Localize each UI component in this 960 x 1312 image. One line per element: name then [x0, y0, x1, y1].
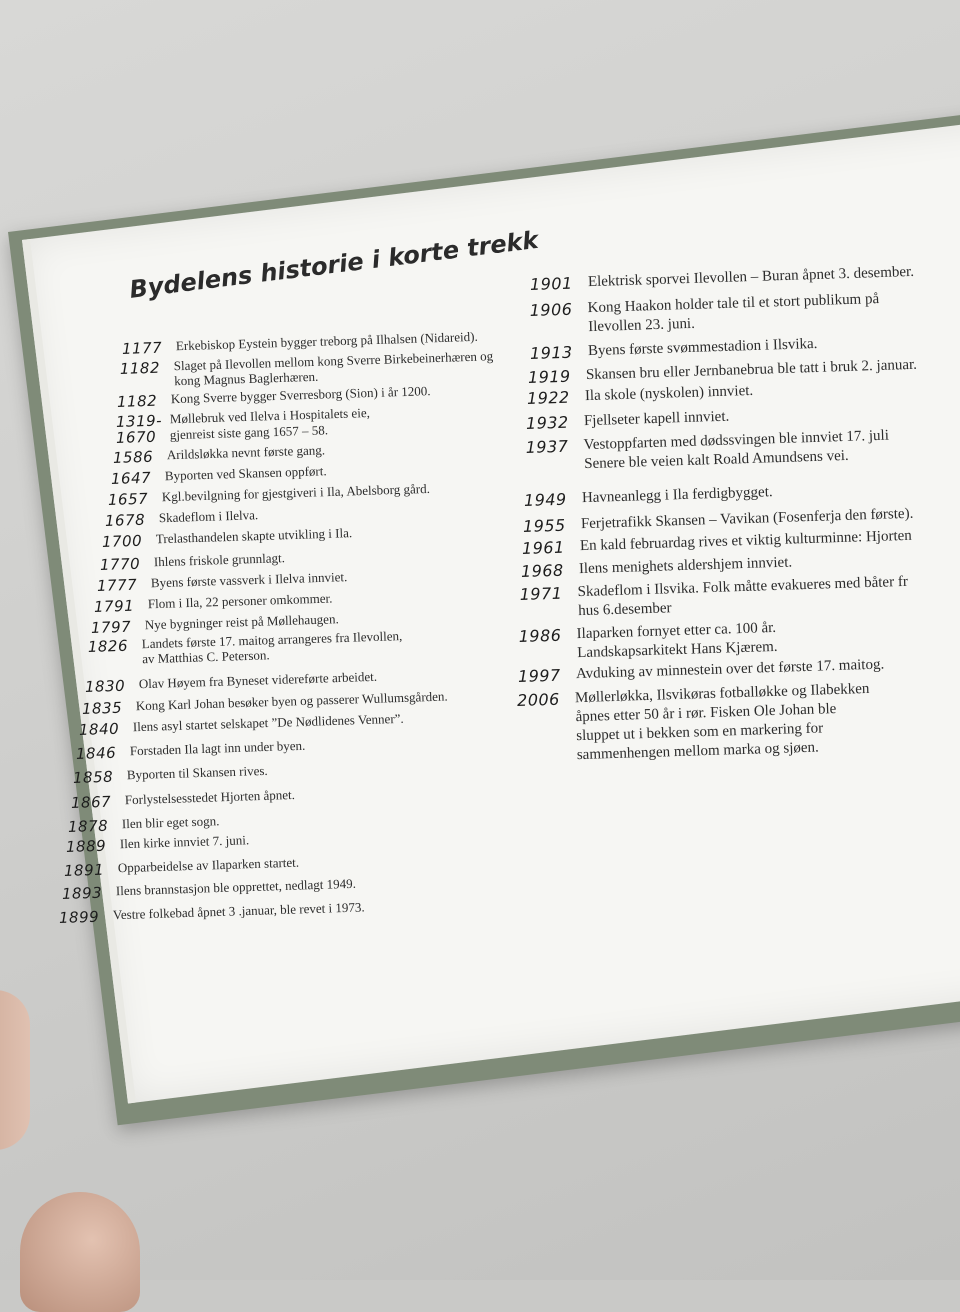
entry-year: 1968	[520, 560, 564, 581]
entry-year: 1846	[75, 743, 117, 763]
entry-line: Opparbeidelse av Ilaparken startet.	[117, 854, 300, 876]
entry-text	[127, 763, 268, 782]
entry-year: 1899	[58, 907, 100, 927]
entry-line: Senere ble veien kalt Roald Amundsens vei.	[584, 447, 849, 473]
entry-year: 2006	[516, 689, 561, 711]
entry-text	[154, 550, 285, 569]
entry-line: Havneanlegg i Ila ferdigbygget.	[581, 484, 773, 507]
page-title: Bydelens historie i korte trekk	[128, 225, 540, 304]
entry-year: 1858	[72, 767, 114, 787]
entry-year: 1700	[101, 531, 143, 551]
entry-year: 1961	[521, 537, 565, 558]
entry-year: 1835	[81, 698, 123, 718]
entry-line: Ilevollen 23. juni.	[588, 315, 696, 336]
entry-year: 1182	[116, 391, 158, 411]
entry-year: 1937	[525, 436, 569, 457]
entry-year: 1791	[93, 596, 135, 616]
entry-year: 1670	[115, 427, 157, 447]
entry-line: Møllerløkka, Ilsvikøras fotballøkke og Ilabekken	[574, 680, 870, 707]
entry-line: Olav Høyem fra Byneset videreførte arbeidet.	[138, 668, 378, 692]
entry-year: 1971	[519, 583, 563, 604]
entry-year: 1830	[84, 676, 126, 696]
entry-line: Kong Haakon holder tale til et stort publikum på	[587, 291, 880, 317]
timeline-entry	[517, 680, 872, 767]
entry-line: Avduking av minnestein over det første 17. maitog.	[575, 656, 885, 683]
entry-line: Landskapsarkitekt Hans Kjærem.	[577, 638, 778, 662]
entry-line: Ilaparken fornyet etter ca. 100 år.	[576, 619, 777, 643]
entry-year: 1889	[65, 836, 107, 856]
entry-line: Byporten til Skansen rives.	[126, 762, 268, 783]
entry-line: Ferjetrafikk Skansen – Vavikan (Fosenferja den første).	[580, 505, 914, 533]
entry-year: 1949	[523, 489, 567, 510]
entry-line: Ihlens friskole grunnlagt.	[153, 550, 286, 570]
entry-year: 1182	[119, 358, 161, 378]
entry-year: 1932	[525, 412, 569, 433]
finger-left	[0, 990, 30, 1150]
entry-line: Forlystelsesstedet Hjorten åpnet.	[124, 786, 296, 808]
entry-text	[122, 813, 220, 831]
entry-line: Nye bygninger reist på Møllehaugen.	[144, 611, 339, 633]
entry-year: 1177	[121, 338, 163, 358]
entry-text	[576, 619, 777, 663]
entry-line: Vestoppfarten med dødssvingen ble innviet 17. juli	[583, 427, 890, 454]
entry-year: 1922	[526, 387, 570, 408]
entry-line: Ilen blir eget sogn.	[121, 813, 220, 832]
entry-line: Slaget på Ilevollen mellom kong Sverre Birkebeinerhæren og	[173, 348, 494, 374]
entry-text	[575, 680, 872, 765]
entry-line: Byporten ved Skansen oppført.	[164, 463, 327, 484]
entry-line: gjenreist siste gang 1657 – 58.	[169, 422, 329, 443]
entry-line: Ilens menighets aldershjem innviet.	[578, 554, 793, 578]
entry-year: 1893	[61, 883, 103, 903]
entry-text	[120, 832, 250, 851]
timeline-entry	[518, 619, 777, 665]
entry-line: åpnes etter 50 år i rør. Fisken Ole Johan ble	[575, 700, 837, 726]
entry-year: 1901	[529, 273, 573, 294]
entry-year: 1919	[527, 366, 571, 387]
entry-line: Landets første 17. maitog arrangeres fra Ilevollen,	[141, 628, 403, 652]
entry-line: Kgl.bevilgning for gjestgiveri i Ila, Abelsborg gård.	[161, 480, 431, 505]
entry-year: 1891	[63, 860, 105, 880]
entry-line: Kong Karl Johan besøker byen og passerer Wullumsgården.	[135, 688, 448, 714]
entry-line: kong Magnus Baglerhæren.	[173, 368, 319, 389]
entry-year: 1647	[110, 468, 152, 488]
entry-year: 1986	[518, 625, 562, 646]
entry-line: Erkebiskop Eystein bygger treborg på Ilhalsen (Nidareid).	[175, 328, 478, 354]
entry-line: En kald februardag rives et viktig kulturminne: Hjorten	[579, 527, 913, 555]
entry-line: hus 6.desember	[578, 600, 672, 620]
entry-year: 1997	[517, 665, 561, 686]
entry-line: Forstaden Ila lagt inn under byen.	[129, 737, 306, 759]
entry-year: 1840	[78, 719, 120, 739]
entry-year: 1678	[104, 510, 146, 530]
entry-line: av Matthias C. Peterson.	[141, 647, 270, 667]
entry-year: 1319-	[115, 411, 163, 431]
entry-year: 1777	[96, 575, 138, 595]
entry-line: Elektrisk sporvei Ilevollen – Buran åpnet 3. desember.	[587, 263, 915, 291]
entry-text	[585, 382, 754, 406]
entry-text	[584, 408, 730, 432]
entry-line: Byens første svømmestadion i Ilsvika.	[587, 335, 818, 360]
entry-line: Ilens brannstasjon ble opprettet, nedlagt 1949.	[115, 875, 357, 899]
entry-line: sammenhengen mellom marka og sjøen.	[576, 739, 820, 764]
entry-line: Arildsløkka nevnt første gang.	[166, 442, 326, 463]
entry-line: Skansen bru eller Jernbanebrua ble tatt i bruk 2. januar.	[585, 356, 918, 384]
entry-text	[159, 507, 259, 525]
entry-year: 1867	[70, 792, 112, 812]
entry-line: Byens første vassverk i Ilelva innviet.	[150, 569, 348, 591]
entry-year: 1955	[522, 515, 566, 536]
entry-line: Ila skole (nyskolen) innviet.	[584, 382, 754, 405]
entry-line: Kong Sverre bygger Sverresborg (Sion) i år 1200.	[170, 383, 431, 407]
entry-line: Ilens asyl startet selskapet ”De Nødlidenes Venner”.	[132, 710, 404, 735]
entry-line: Vestre folkebad åpnet 3 .januar, ble revet i 1973.	[112, 899, 365, 923]
entry-line: Skadeflom i Ilsvika. Folk måtte evakueres med båter fr	[577, 573, 909, 601]
entry-year: 1906	[529, 299, 573, 320]
entry-line: sluppet ut i bekken som en markering for	[576, 720, 824, 745]
entry-line: Trelasthandelen skapte utvikling i Ila.	[155, 525, 353, 547]
entry-line: Flom i Ila, 22 personer omkommer.	[147, 590, 333, 612]
entry-year: 1770	[99, 554, 141, 574]
entry-line: Skadeflom i Ilelva.	[158, 507, 259, 526]
entry-year: 1657	[107, 489, 149, 509]
entry-year: 1797	[90, 617, 132, 637]
thumb-bottom	[20, 1192, 140, 1312]
entry-year: 1913	[529, 342, 573, 363]
entry-year: 1826	[87, 636, 129, 656]
entry-line: Møllebruk ved Ilelva i Hospitalets eie,	[169, 405, 371, 427]
entry-line: Ilen kirke innviet 7. juni.	[119, 832, 250, 852]
entry-line: Fjellseter kapell innviet.	[583, 408, 730, 430]
entry-year: 1586	[112, 447, 154, 467]
entry-year: 1878	[67, 816, 109, 836]
